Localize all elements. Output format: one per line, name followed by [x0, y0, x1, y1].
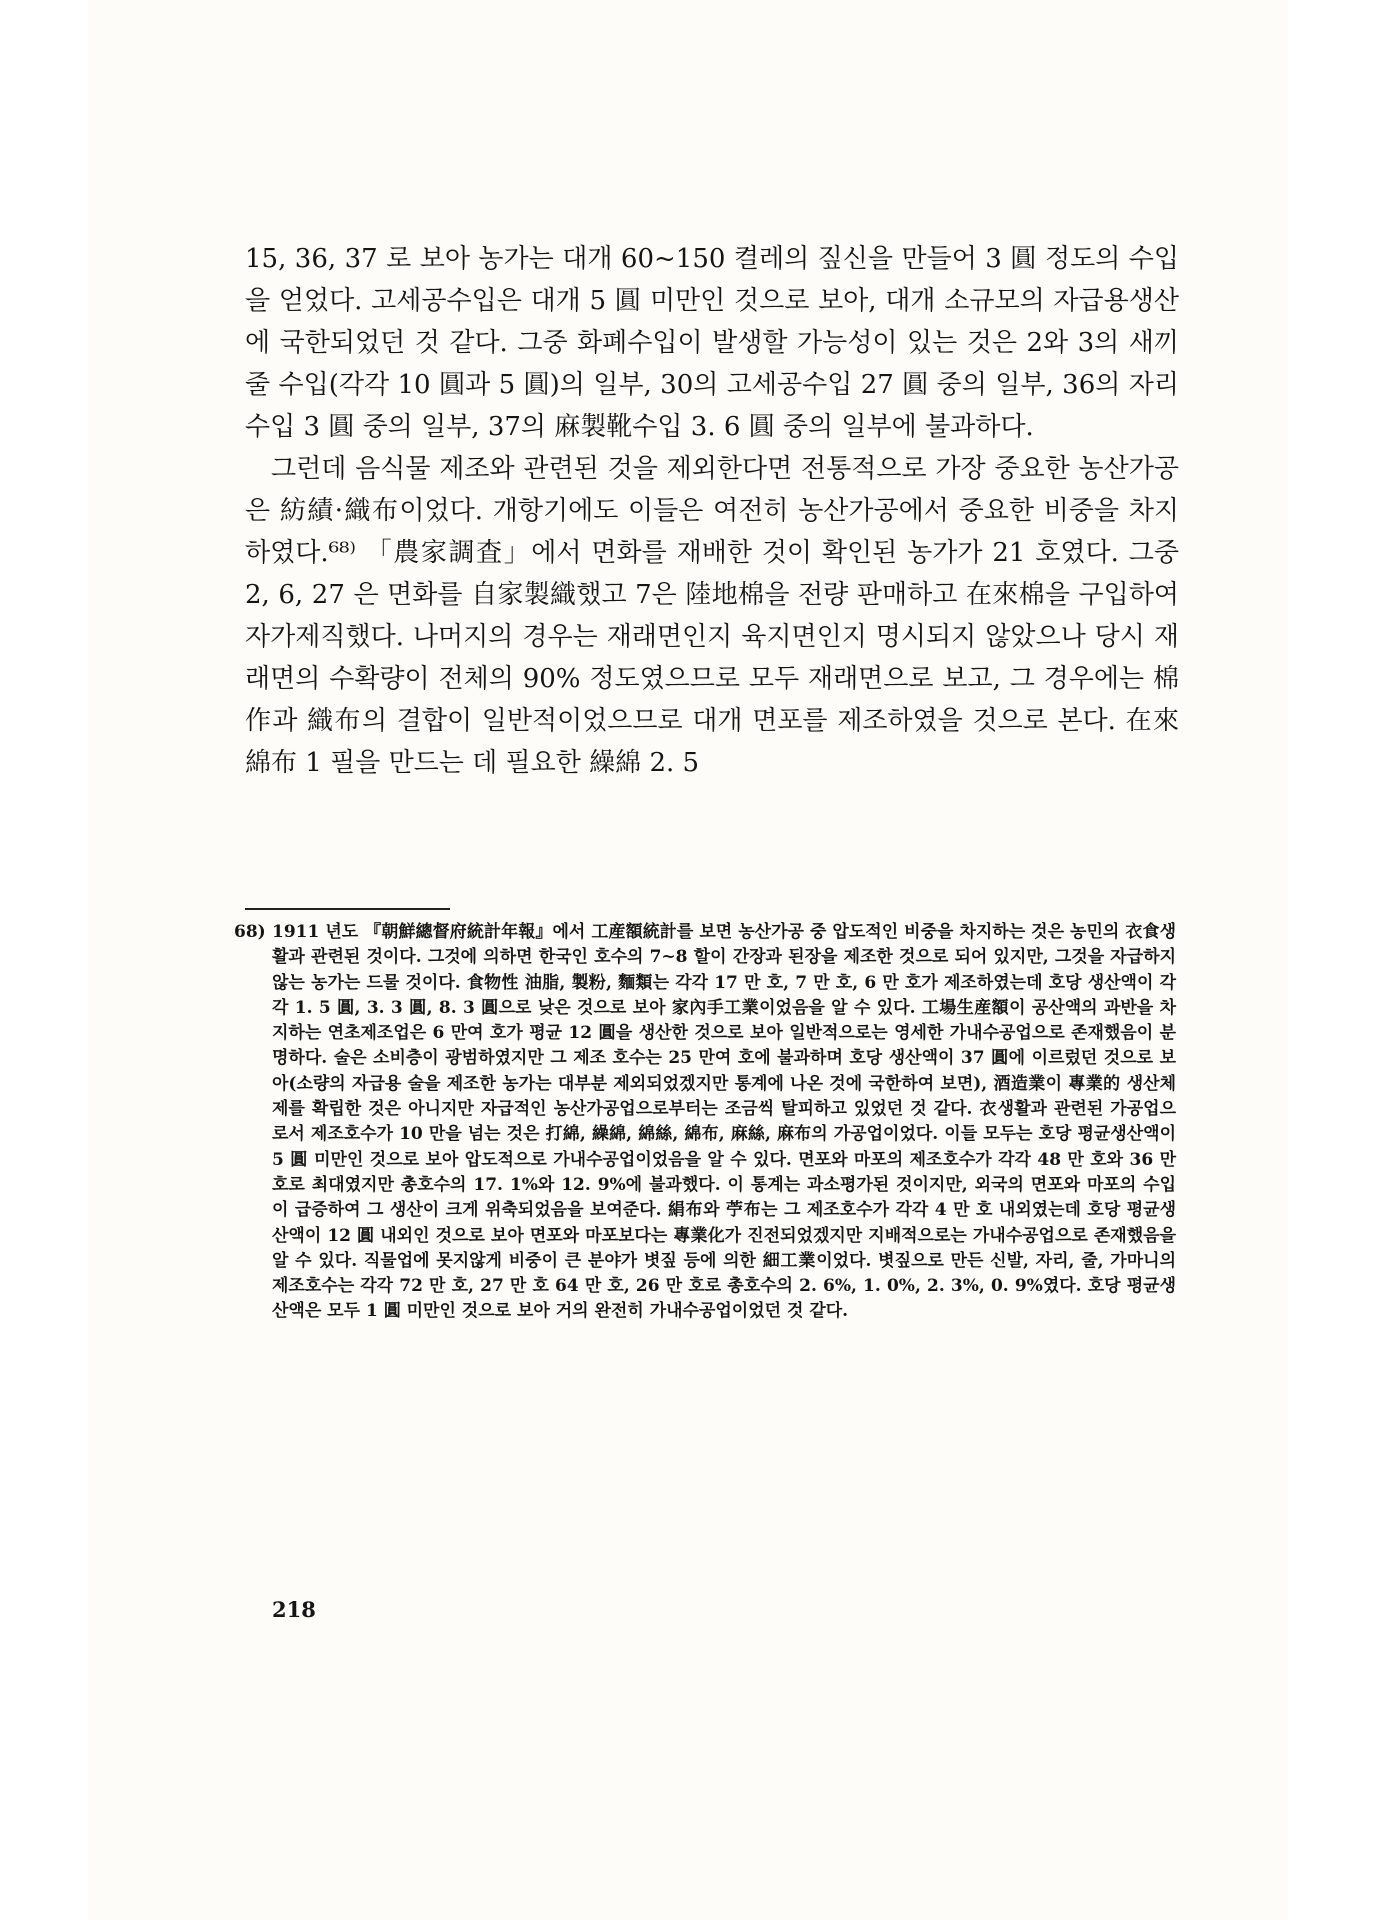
footnote-divider: [245, 908, 450, 910]
main-body-text: [245, 238, 1179, 784]
page-number: 218: [272, 1597, 316, 1622]
footnote-text: 1911 년도 『朝鮮總督府統計年報』에서 工産額統計를 보면 농산가공 중 압도적인 비중을 차지하는 것은 농민의 衣食생활과 관련된 것이다. 그것에 의하면 한국인 호수의 7~8 할이 간장과 된장을 제조한 것으로 되어 있지만, 그것을 자급하지 않는 농가는 드물 것이다. 食物性 油脂, 製粉, 麵類는 각각 17 만 호, 7 만 호, 6 만 호가 제조하였는데 호당 생산액이 각각 1. 5 圓, 3. 3 圓, 8. 3 圓으로 낮은 것으로 보아 家內手工業이었음을 알 수 있다. 工場生産額이 공산액의 과반을 차지하는 연초제조업은 6 만여 호가 평균 12 圓을 생산한 것으로 보아 일반적으로는 영세한 가내수공업으로 존재했음이 분명하다. 술은 소비층이 광범하였지만 그 제조 호수는 25 만여 호에 불과하며 호당 생산액이 37 圓에 이르렀던 것으로 보아(소량의 자급용 술을 제조한 농가는 대부분 제외되었겠지만 통계에 나온 것에 국한하여 보면), 酒造業이 專業的 생산체제를 확립한 것은 아니지만 자급적인 농산가공업으로부터는 조금씩 탈피하고 있었던 것 같다. 衣생활과 관련된 가공업으로서 제조호수가 10 만을 넘는 것은 打綿, 繰綿, 綿絲, 綿布, 麻絲, 麻布의 가공업이었다. 이들 모두는 호당 평균생산액이 5 圓 미만인 것으로 보아 압도적으로 가내수공업이었음을 알 수 있다. 면포와 마포의 제조호수가 각각 48 만 호와 36 만 호로 최대였지만 총호수의 17. 1%와 12. 9%에 불과했다. 이 통계는 과소평가된 것이지만, 외국의 면포와 마포의 수입이 급증하여 그 생산이 크게 위축되었음을 보여준다. 絹布와 苧布는 그 제조호수가 각각 4 만 호 내외였는데 호당 평균생산액이 12 圓 내외인 것으로 보아 면포와 마포보다는 專業化가 진전되었겠지만 지배적으로는 가내수공업으로 존재했음을 알 수 있다. 직물업에 못지않게 비중이 큰 분야가 볏짚 등에 의한 細工業이었다. 볏짚으로 만든 신발, 자리, 줄, 가마니의 제조호수는 각각 72 만 호, 27 만 호 64 만 호, 26 만 호로 총호수의 2. 6%, 1. 0%, 2. 3%, 0. 9%였다. 호당 평균생산액은 모두 1 圓 미만인 것으로 보아 거의 완전히 가내수공업이었던 것 같다.: [272, 922, 1176, 1322]
body-paragraph-2: 그런데 음식물 제조와 관련된 것을 제외한다면 전통적으로 가장 중요한 농산가공은 紡績·織布이었다. 개항기에도 이들은 여전히 농산가공에서 중요한 비중을 차지하였다.⁶⁸⁾ 「農家調査」에서 면화를 재배한 것이 확인된 농가가 21 호였다. 그중 2, 6, 27 은 면화를 自家製織했고 7은 陸地棉을 전량 판매하고 在來棉을 구입하여 자가제직했다. 나머지의 경우는 재래면인지 육지면인지 명시되지 않았으나 당시 재래면의 수확량이 전체의 90% 정도였으므로 모두 재래면으로 보고, 그 경우에는 棉作과 織布의 결합이 일반적이었으므로 대개 면포를 제조하였을 것으로 본다. 在來綿布 1 필을 만드는 데 필요한 繰綿 2. 5: [245, 454, 1179, 778]
footnote-68: [234, 920, 1176, 1325]
body-paragraph-1: 15, 36, 37 로 보아 농가는 대개 60~150 켤레의 짚신을 만들어 3 圓 정도의 수입을 얻었다. 고세공수입은 대개 5 圓 미만인 것으로 보아, 대개 소규모의 자급용생산에 국한되었던 것 같다. 그중 화폐수입이 발생할 가능성이 있는 것은 2와 3의 새끼줄 수입(각각 10 圓과 5 圓)의 일부, 30의 고세공수입 27 圓 중의 일부, 36의 자리수입 3 圓 중의 일부, 37의 麻製靴수입 3. 6 圓 중의 일부에 불과하다.: [245, 244, 1179, 442]
footnote-marker: 68): [234, 922, 266, 942]
